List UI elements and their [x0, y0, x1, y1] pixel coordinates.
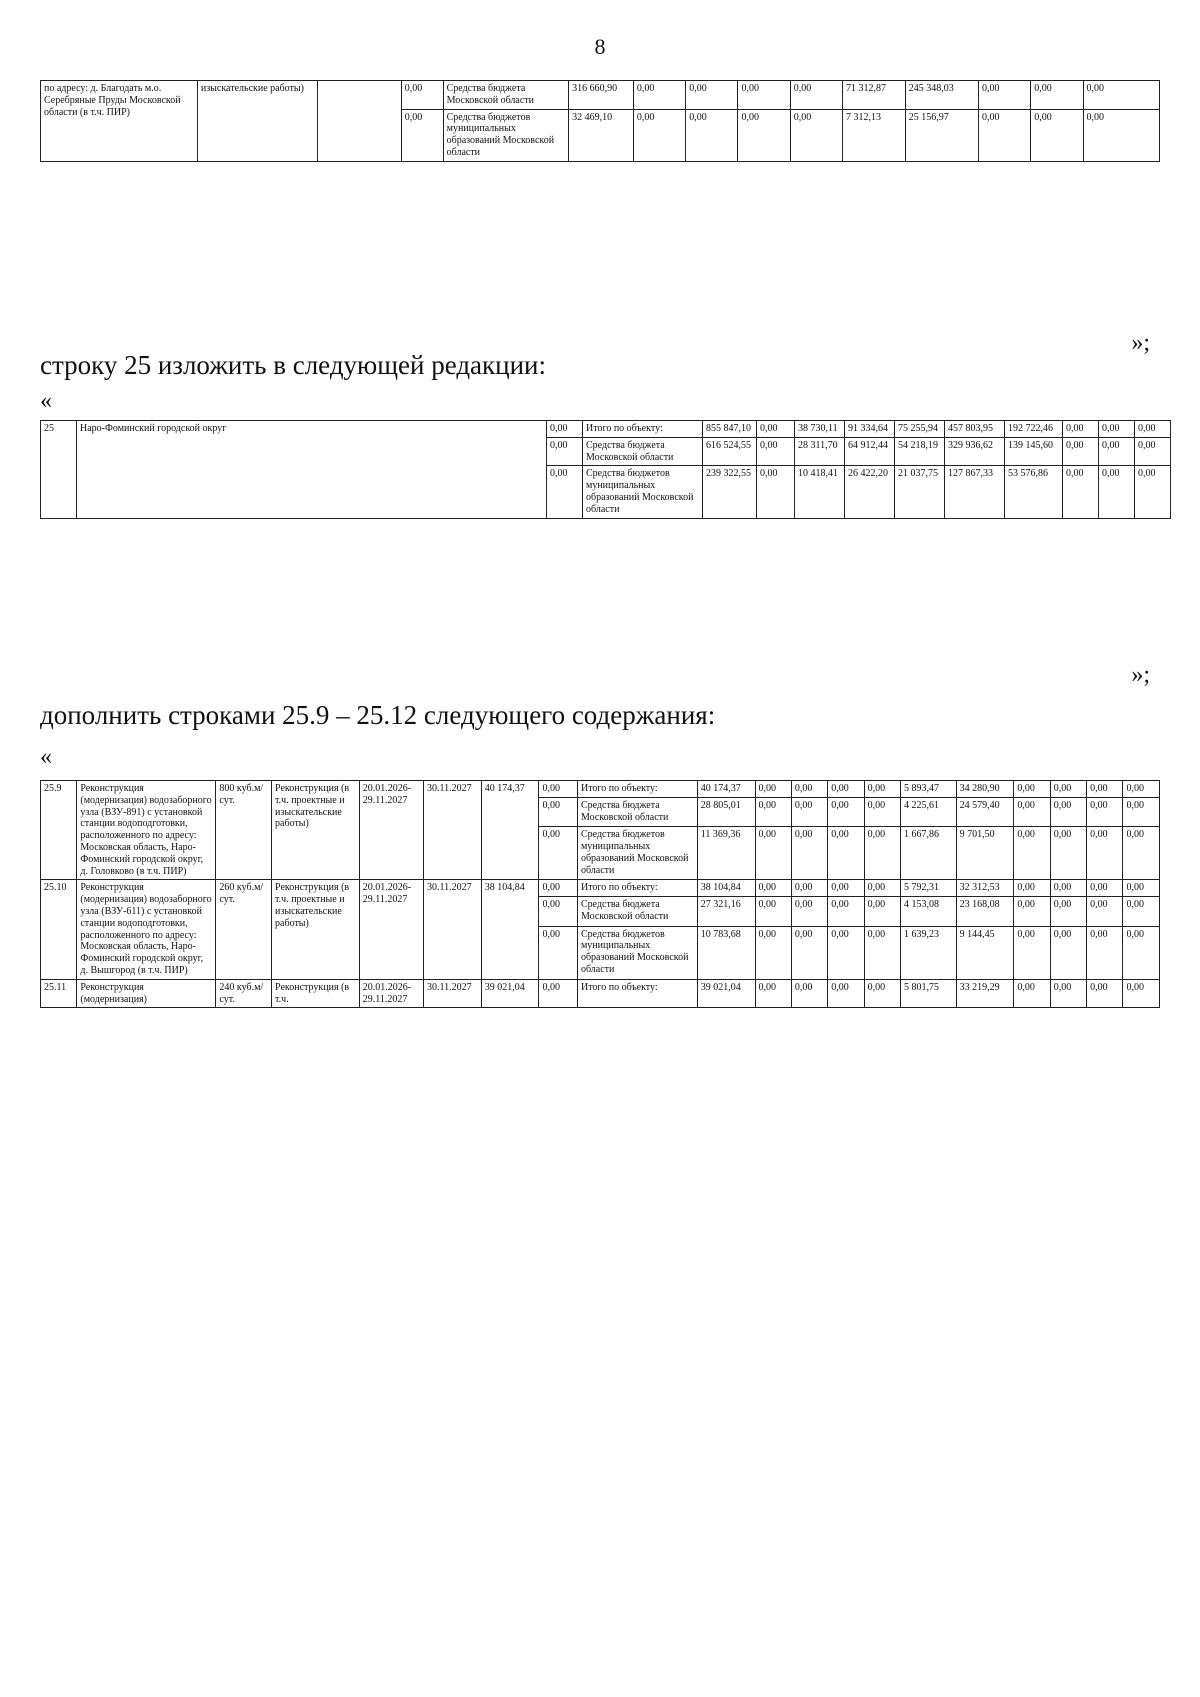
table-row: 0,00 Средства бюджета Московской области 27 321,16 0,00 0,00 0,00 0,00 4 153,08 23 168,08 0,00 0,00 0,00 0,00	[41, 897, 1160, 926]
capacity: 260 куб.м/сут.	[216, 880, 272, 979]
work-period: 20.01.2026-29.11.2027	[359, 979, 423, 1008]
table-row: 25.11 Реконструкция (модернизация) 240 куб.м/сут. Реконструкция (в т.ч. 20.01.2026-29.11.2027 30.11.2027 39 021,04 0,00 Итого по объекту: 39 021,04 0,00 0,00 0,00 0,00 5 801,75 33 219,29 0,00 0,00 0,00 0,00	[41, 979, 1160, 1008]
page-number: 8	[594, 34, 606, 59]
total-cost: 40 174,37	[481, 781, 539, 880]
funding-source: Средства бюджетов муниципальных образований Московской области	[577, 926, 697, 979]
funding-source: Средства бюджета Московской области	[577, 897, 697, 926]
table-row: 0,00 Средства бюджета Московской области 28 805,01 0,00 0,00 0,00 0,00 4 225,61 24 579,40 0,00 0,00 0,00 0,00	[41, 798, 1160, 827]
table-row: по адресу: д. Благодать м.о. Серебряные Пруды Московской области (в т.ч. ПИР) изыскательские работы) 0,00 Средства бюджета Московской области 316 660,90 0,00 0,00 0,00 0,00 71 312,87 245 348,03 0,00 0,00 0,00	[41, 81, 1160, 110]
capacity: 800 куб.м/сут.	[216, 781, 272, 880]
table-row: 0,00 Средства бюджетов муниципальных образований Московской области 239 322,55 0,00 10 418,41 26 422,20 21 037,75 127 867,33 53 576,86 0,00 0,00 0,00	[41, 466, 1171, 518]
funding-source: Итого по объекту:	[577, 880, 697, 897]
funding-source: Средства бюджетов муниципальных образований Московской области	[577, 827, 697, 880]
row-25-table	[40, 420, 1171, 519]
top-table	[40, 80, 1160, 162]
capacity: 240 куб.м/сут.	[216, 979, 272, 1008]
work-type: Реконструкция (в т.ч. проектные и изыскательские работы)	[272, 880, 360, 979]
end-date: 30.11.2027	[423, 880, 481, 979]
closing-quote: »;	[1131, 330, 1150, 356]
table-row: 25 Наро-Фоминский городской округ 0,00 Итого по объекту: 855 847,10 0,00 38 730,11 91 334,64 75 255,94 457 803,95 192 722,46 0,00 0,00 0,00	[41, 421, 1171, 438]
closing-quote: »;	[1131, 662, 1150, 688]
table-row: 25.10 Реконструкция (модернизация) водозаборного узла (ВЗУ-611) с установкой станции водоподготовки, расположенного по адресу: Московская область, Наро-Фоминский городской округ, д. Вышгород (в т.ч. ПИР) 260 куб.м/сут. Реконструкция (в т.ч. проектные и изыскательские работы) 20.01.2026-29.11.2027 30.11.2027 38 104,84 0,00 Итого по объекту: 38 104,84 0,00 0,00 0,00 0,00 5 792,31 32 312,53 0,00 0,00 0,00 0,00	[41, 880, 1160, 897]
total-cost: 38 104,84	[481, 880, 539, 979]
end-date: 30.11.2027	[423, 979, 481, 1008]
total-cost: 39 021,04	[481, 979, 539, 1008]
table-row: 0,00 Средства бюджета Московской области 616 524,55 0,00 28 311,70 64 912,44 54 218,19 329 936,62 139 145,60 0,00 0,00 0,00	[41, 437, 1171, 466]
funding-source: Итого по объекту:	[577, 979, 697, 1008]
row-number: 25	[41, 421, 77, 519]
table-row: 25.9 Реконструкция (модернизация) водозаборного узла (ВЗУ-891) с установкой станции водоподготовки, расположенного по адресу: Московская область, Наро-Фоминский городской округ, д. Головково (в т.ч. ПИР) 800 куб.м/сут. Реконструкция (в т.ч. проектные и изыскательские работы) 20.01.2026-29.11.2027 30.11.2027 40 174,37 0,00 Итого по объекту: 40 174,37 0,00 0,00 0,00 0,00 5 893,47 34 280,90 0,00 0,00 0,00 0,00	[41, 781, 1160, 798]
work-type: изыскательские работы)	[197, 81, 317, 162]
opening-quote: «	[40, 744, 52, 770]
row-number: 25.10	[41, 880, 77, 979]
funding-source: Итого по объекту:	[583, 421, 703, 438]
funding-source: Средства бюджета Московской области	[583, 437, 703, 466]
work-type: Реконструкция (в т.ч. проектные и изыскательские работы)	[272, 781, 360, 880]
table-row: 0,00 Средства бюджетов муниципальных образований Московской области 32 469,10 0,00 0,00 0,00 0,00 7 312,13 25 156,97 0,00 0,00 0,00	[41, 109, 1160, 161]
new-rows-table	[40, 780, 1160, 1008]
table-row: 0,00 Средства бюджетов муниципальных образований Московской области 10 783,68 0,00 0,00 0,00 0,00 1 639,23 9 144,45 0,00 0,00 0,00 0,00	[41, 926, 1160, 979]
instruction-heading: строку 25 изложить в следующей редакции:	[40, 350, 547, 380]
object-name: Реконструкция (модернизация) водозаборного узла (ВЗУ-611) с установкой станции водоподготовки, расположенного по адресу: Московская область, Наро-Фоминский городской округ, д. Вышгород (в т.ч. ПИР)	[77, 880, 216, 979]
work-type: Реконструкция (в т.ч.	[272, 979, 360, 1008]
row-number: 25.11	[41, 979, 77, 1008]
funding-source: Средства бюджета Московской области	[443, 81, 568, 110]
funding-source: Средства бюджетов муниципальных образований Московской области	[443, 109, 568, 161]
table-row: 0,00 Средства бюджетов муниципальных образований Московской области 11 369,36 0,00 0,00 0,00 0,00 1 667,86 9 701,50 0,00 0,00 0,00 0,00	[41, 827, 1160, 880]
work-period: 20.01.2026-29.11.2027	[359, 781, 423, 880]
opening-quote: «	[40, 388, 52, 414]
end-date: 30.11.2027	[423, 781, 481, 880]
municipality-name: Наро-Фоминский городской округ	[77, 421, 547, 519]
funding-source: Итого по объекту:	[577, 781, 697, 798]
funding-source: Средства бюджета Московской области	[577, 798, 697, 827]
instruction-heading: дополнить строками 25.9 – 25.12 следующего содержания:	[40, 700, 716, 730]
object-name: по адресу: д. Благодать м.о. Серебряные Пруды Московской области (в т.ч. ПИР)	[41, 81, 198, 162]
funding-source: Средства бюджетов муниципальных образований Московской области	[583, 466, 703, 518]
object-name: Реконструкция (модернизация) водозаборного узла (ВЗУ-891) с установкой станции водоподготовки, расположенного по адресу: Московская область, Наро-Фоминский городской округ, д. Головково (в т.ч. ПИР)	[77, 781, 216, 880]
object-name: Реконструкция (модернизация)	[77, 979, 216, 1008]
row-number: 25.9	[41, 781, 77, 880]
work-period: 20.01.2026-29.11.2027	[359, 880, 423, 979]
